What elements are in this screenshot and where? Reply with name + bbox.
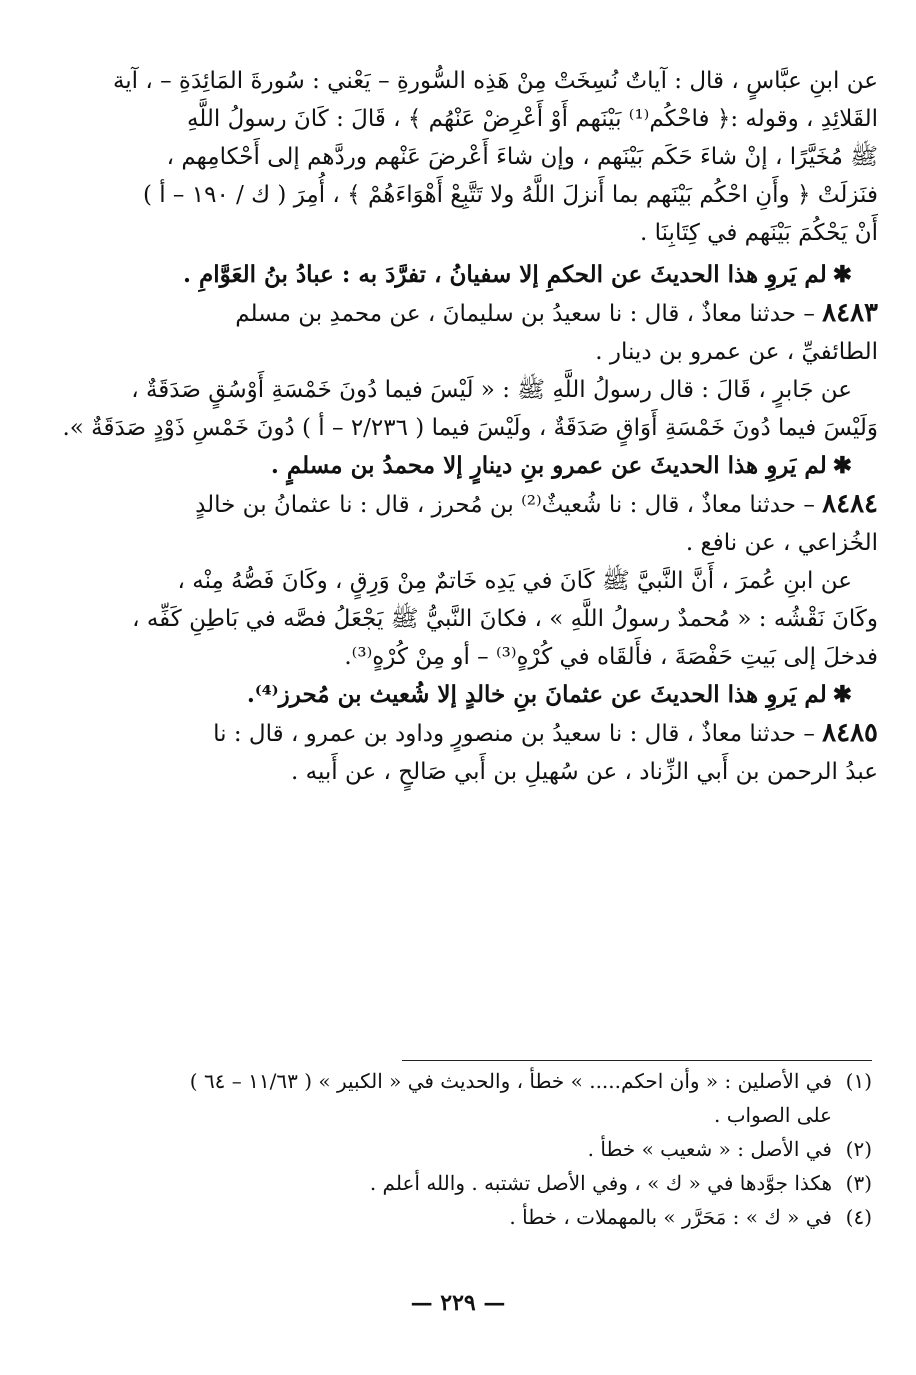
footnote-3 <box>38 1166 872 1200</box>
footnote-1 <box>38 1064 872 1132</box>
footnote-divider <box>402 1060 872 1061</box>
footnote-1-line-2: على الصواب . <box>713 1103 832 1127</box>
isnad-note-2 <box>44 447 878 485</box>
star-icon: ✱ <box>832 261 852 288</box>
footnote-number: (٢) <box>845 1137 872 1161</box>
dash: – <box>796 492 823 518</box>
body-line-2: القَلائِدِ ، وقوله :﴿ فاحْكُم⁽¹⁾ بَيْنَهم أَوْ أَعْرِضْ عَنْهُم ﴾ ، قَالَ : كَانَ رسولُ اللَّهِ <box>186 106 878 132</box>
star-icon: ✱ <box>832 452 852 479</box>
dash: – <box>796 721 823 747</box>
hadith-8483-line-1: حدثنا معاذٌ ، قال : نا سعيدُ بن سليمانَ ، عن محمدِ بن مسلم <box>235 301 797 327</box>
isnad-note-3 <box>44 676 878 714</box>
footnote-text: في « ك » : مَحَرَّر » بالمهملات ، خطأ . <box>509 1205 832 1229</box>
dash: – <box>796 301 823 327</box>
footnote-4 <box>38 1200 872 1234</box>
star-icon: ✱ <box>832 681 852 708</box>
footnote-number: (٣) <box>845 1171 872 1195</box>
body-line-3: ﷺ مُخَيَّرًا ، إنْ شاءَ حَكَم بَيْنَهم ، وإن شاءَ أَعْرضَ عَنْهم وردَّهم إلى أَحْكامِهم ، <box>166 144 878 170</box>
hadith-8484-body-3: فدخلَ إلى بَيتِ حَفْصَةَ ، فأَلقَاه في كُرْهٍ⁽³⁾ – أو مِنْ كُرْهٍ⁽³⁾. <box>344 644 878 670</box>
footnote-text: في الأصل : « شعيب » خطأ . <box>587 1137 832 1161</box>
hadith-8483-body-1: عن جَابرٍ ، قَالَ : قال رسولُ اللَّهِ ﷺ : « لَيْسَ فيما دُونَ خَمْسَةِ أَوْسُقٍ صَدَقَةٌ ، <box>131 377 852 403</box>
hadith-number: ٨٤٨٥ <box>822 718 878 748</box>
hadith-8484-body-1: عن ابنِ عُمرَ ، أَنَّ النَّبيَّ ﷺ كَانَ في يَدِه خَاتمٌ مِنْ وَرِقٍ ، وكَانَ فَصُّهُ مِنْه ، <box>177 568 852 594</box>
body-line-1: عن ابنِ عبَّاسٍ ، قال : آياتٌ نُسِخَتْ مِنْ هَذِه السُّورةِ – يَعْني : سُورةَ المَائِدَةِ – ، آية <box>112 68 878 94</box>
footnote-number: (١) <box>845 1069 872 1093</box>
page-number: — ٢٢٩ — <box>410 1290 506 1316</box>
body-line-5: أَنْ يَحْكُمَ بَيْنَهم في كِتَابِنَا . <box>639 220 878 246</box>
footnote-text <box>38 1064 832 1132</box>
hadith-8484-header <box>44 485 878 524</box>
footnote-text: هكذا جوَّدها في « ك » ، وفي الأصل تشتبه . والله أعلم . <box>369 1171 832 1195</box>
footnote-1-line-1: في الأصلين : « وأن احكم..... » خطأ ، والحديث في « الكبير » ( ١١/٦٣ – ٦٤ ) <box>189 1069 832 1093</box>
hadith-8483-line-2: الطائفيِّ ، عن عمرو بن دينار . <box>595 339 878 365</box>
isnad-note-3-text: لم يَروِ هذا الحديثَ عن عثمانَ بنِ خالدٍ إلا شُعيث بن مُحرز⁽⁴⁾. <box>246 681 827 708</box>
hadith-number: ٨٤٨٣ <box>822 298 878 328</box>
hadith-number: ٨٤٨٤ <box>822 489 878 519</box>
hadith-8483-header <box>44 294 878 333</box>
hadith-8485-line-1: حدثنا معاذٌ ، قال : نا سعيدُ بن منصورٍ وداود بن عمرو ، قال : نا <box>213 721 797 747</box>
hadith-8484-line-2: الخُزاعي ، عن نافع . <box>685 530 878 556</box>
footnote-2 <box>38 1132 872 1166</box>
hadith-8485-line-2: عبدُ الرحمن بن أَبي الزِّناد ، عن سُهيلِ بن أَبي صَالحٍ ، عن أَبيه . <box>291 759 878 785</box>
isnad-note-1 <box>44 256 878 294</box>
footnotes <box>38 1064 872 1234</box>
isnad-note-2-text: لم يَروِ هذا الحديثَ عن عمرو بنِ دينارٍ إلا محمدُ بن مسلمٍ . <box>270 452 827 479</box>
hadith-8483-body-2: وَلَيْسَ فيما دُونَ خَمْسَةِ أَوَاقٍ صَدَقَةٌ ، ولَيْسَ فيما ( ٢/٢٣٦ – أ ) دُونَ خَمْسِ ذَوْدٍ صَدَقَةٌ ». <box>62 415 878 441</box>
footnote-number: (٤) <box>845 1205 872 1229</box>
isnad-note-1-text: لم يَروِ هذا الحديثَ عن الحكمِ إلا سفيانُ ، تفرَّدَ به : عبادُ بنُ العَوَّامِ . <box>183 261 827 288</box>
hadith-8485-header <box>44 714 878 753</box>
hadith-8484-body-2: وكَانَ نَقْشُه : « مُحمدٌ رسولُ اللَّهِ » ، فكانَ النَّبيُّ ﷺ يَجْعَلُ فصَّه في بَاطِنِ كَفِّه ، <box>132 606 878 632</box>
hadith-8484-line-1: حدثنا معاذٌ ، قال : نا شُعيثٌ⁽²⁾ بن مُحرز ، قال : نا عثمانُ بن خالدٍ <box>195 492 797 518</box>
page-body <box>44 62 878 791</box>
body-line-4: فنَزلَتْ ﴿ وأَنِ احْكُم بَيْنَهم بما أَنزلَ اللَّهُ ولا تَتَّبِعْ أَهْوَاءَهُمْ ﴾ ، أُمِرَ ( ك / ١٩٠ – أ ) <box>142 182 878 208</box>
